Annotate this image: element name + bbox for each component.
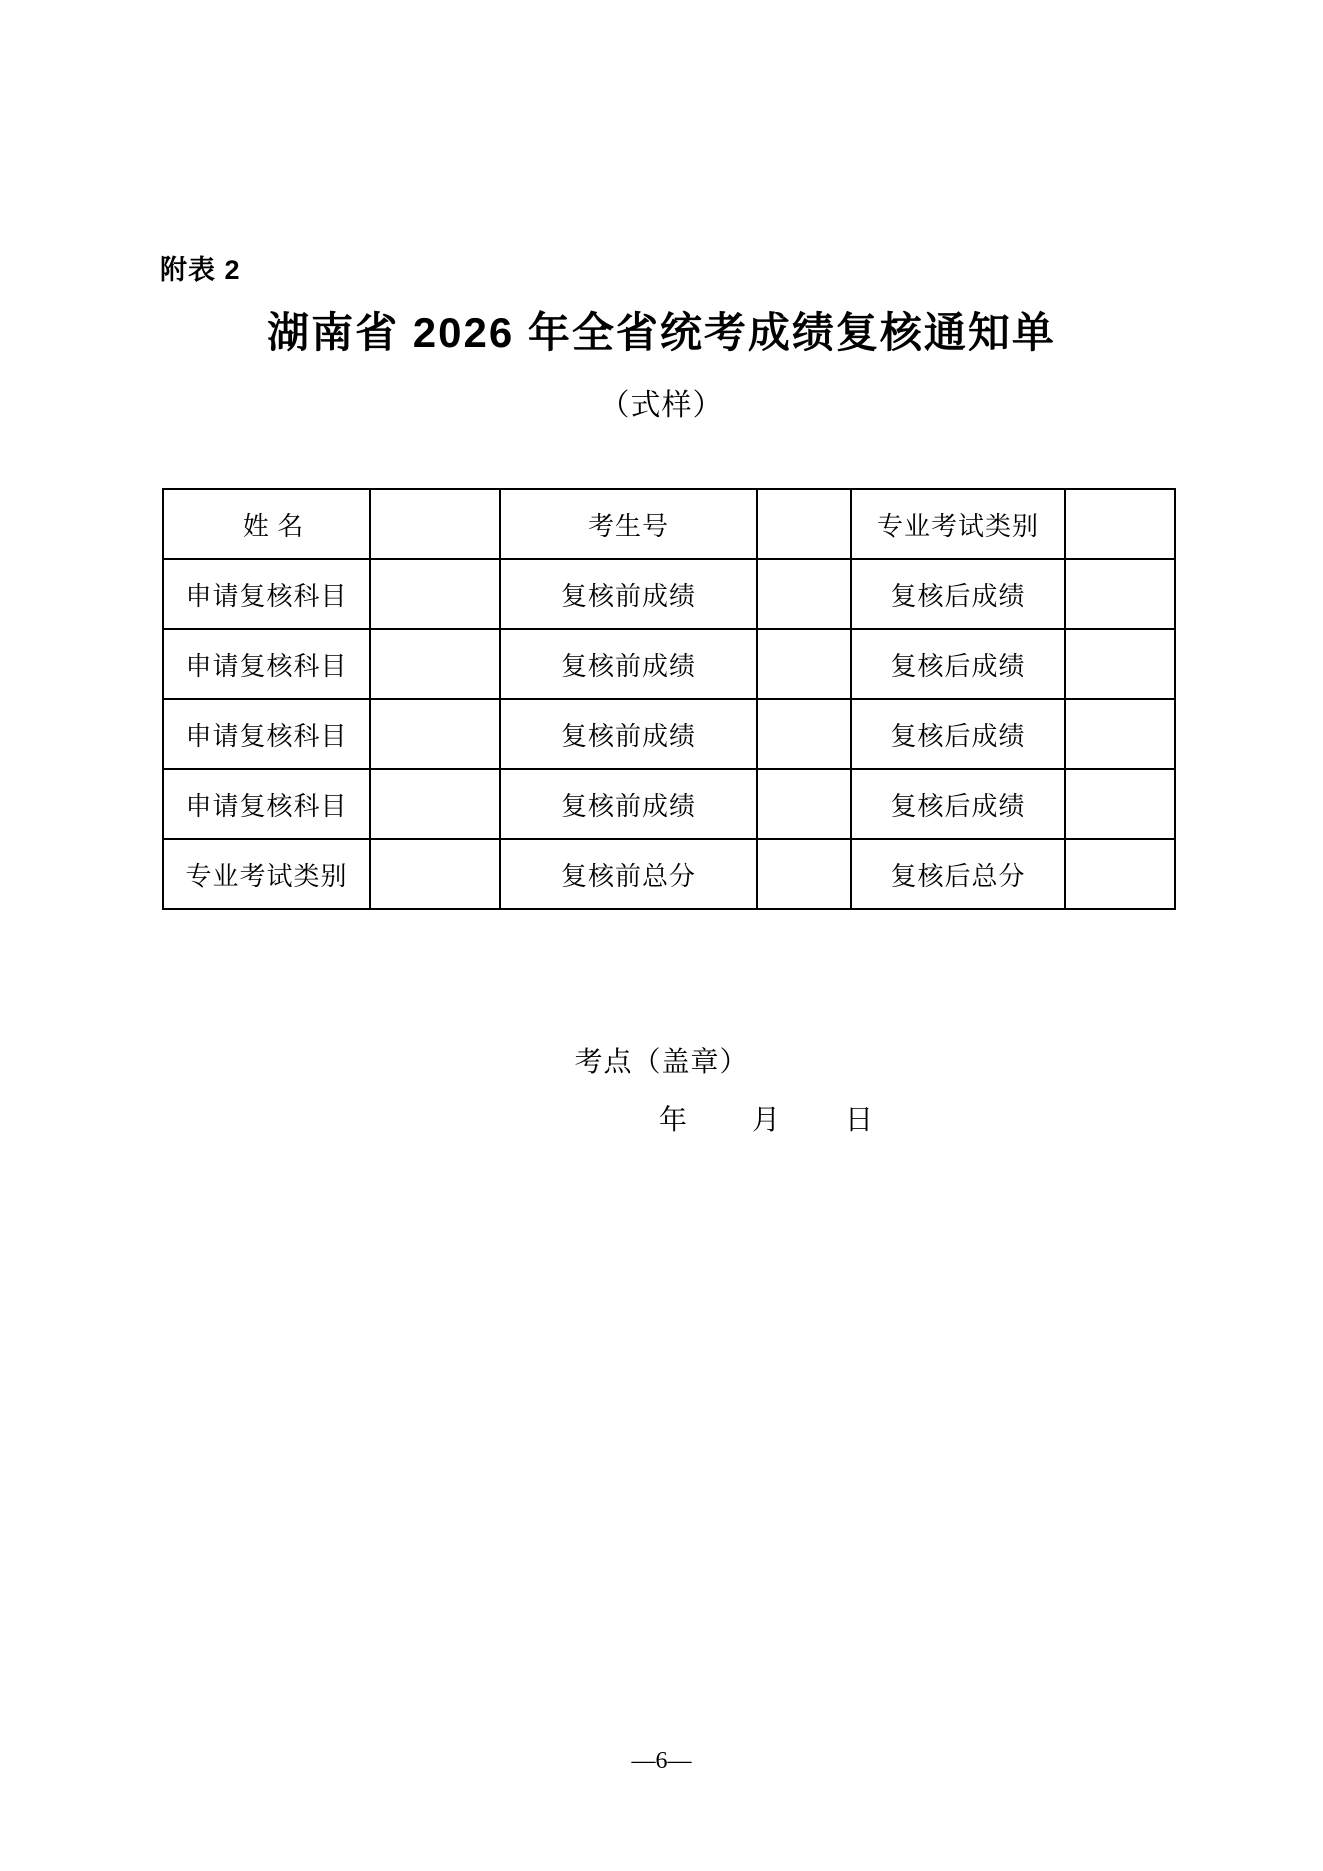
row-label-score-before-2: 复核前成绩	[500, 629, 757, 699]
row-value-category-total[interactable]	[370, 839, 500, 909]
row-value-subject-2[interactable]	[370, 629, 500, 699]
row-label-score-before-4: 复核前成绩	[500, 769, 757, 839]
row-label-score-after-2: 复核后成绩	[851, 629, 1065, 699]
review-notice-table	[162, 488, 1176, 910]
table-row	[163, 769, 1175, 839]
row-value-score-before-2[interactable]	[757, 629, 851, 699]
row-value-score-after-3[interactable]	[1065, 699, 1175, 769]
stamp-line: 考点（盖章）	[574, 1047, 749, 1078]
page-number: —6—	[631, 1748, 692, 1774]
row-value-score-before-4[interactable]	[757, 769, 851, 839]
row-label-total-before: 复核前总分	[500, 839, 757, 909]
row-label-examinee-no: 考生号	[500, 489, 757, 559]
row-label-subject-4: 申请复核科目	[163, 769, 370, 839]
table-row	[163, 839, 1175, 909]
row-value-subject-1[interactable]	[370, 559, 500, 629]
row-label-score-before-3: 复核前成绩	[500, 699, 757, 769]
attachment-label: 附表 2	[160, 255, 241, 285]
row-value-score-after-4[interactable]	[1065, 769, 1175, 839]
row-label-score-after-3: 复核后成绩	[851, 699, 1065, 769]
row-label-score-before-1: 复核前成绩	[500, 559, 757, 629]
row-value-examinee-no[interactable]	[757, 489, 851, 559]
row-label-total-after: 复核后总分	[851, 839, 1065, 909]
page-subtitle: （式样）	[599, 389, 724, 422]
row-value-score-before-1[interactable]	[757, 559, 851, 629]
row-value-score-before-3[interactable]	[757, 699, 851, 769]
row-label-subject-1: 申请复核科目	[163, 559, 370, 629]
date-day: 日	[845, 1105, 875, 1136]
row-label-score-after-4: 复核后成绩	[851, 769, 1065, 839]
row-label-exam-category: 专业考试类别	[851, 489, 1065, 559]
row-label-subject-3: 申请复核科目	[163, 699, 370, 769]
date-line	[0, 1098, 1323, 1138]
row-value-score-after-2[interactable]	[1065, 629, 1175, 699]
row-value-name[interactable]	[370, 489, 500, 559]
date-month: 月	[751, 1105, 781, 1136]
row-label-name: 姓 名	[163, 489, 370, 559]
row-value-score-after-1[interactable]	[1065, 559, 1175, 629]
table-row	[163, 489, 1175, 559]
row-value-subject-3[interactable]	[370, 699, 500, 769]
row-label-subject-2: 申请复核科目	[163, 629, 370, 699]
table-row	[163, 629, 1175, 699]
row-value-total-after[interactable]	[1065, 839, 1175, 909]
page-title: 湖南省 2026 年全省统考成绩复核通知单	[267, 309, 1056, 356]
row-label-score-after-1: 复核后成绩	[851, 559, 1065, 629]
row-value-exam-category[interactable]	[1065, 489, 1175, 559]
table-row	[163, 699, 1175, 769]
row-value-subject-4[interactable]	[370, 769, 500, 839]
row-value-total-before[interactable]	[757, 839, 851, 909]
row-label-category-total: 专业考试类别	[163, 839, 370, 909]
date-year: 年	[658, 1105, 688, 1136]
table-row	[163, 559, 1175, 629]
